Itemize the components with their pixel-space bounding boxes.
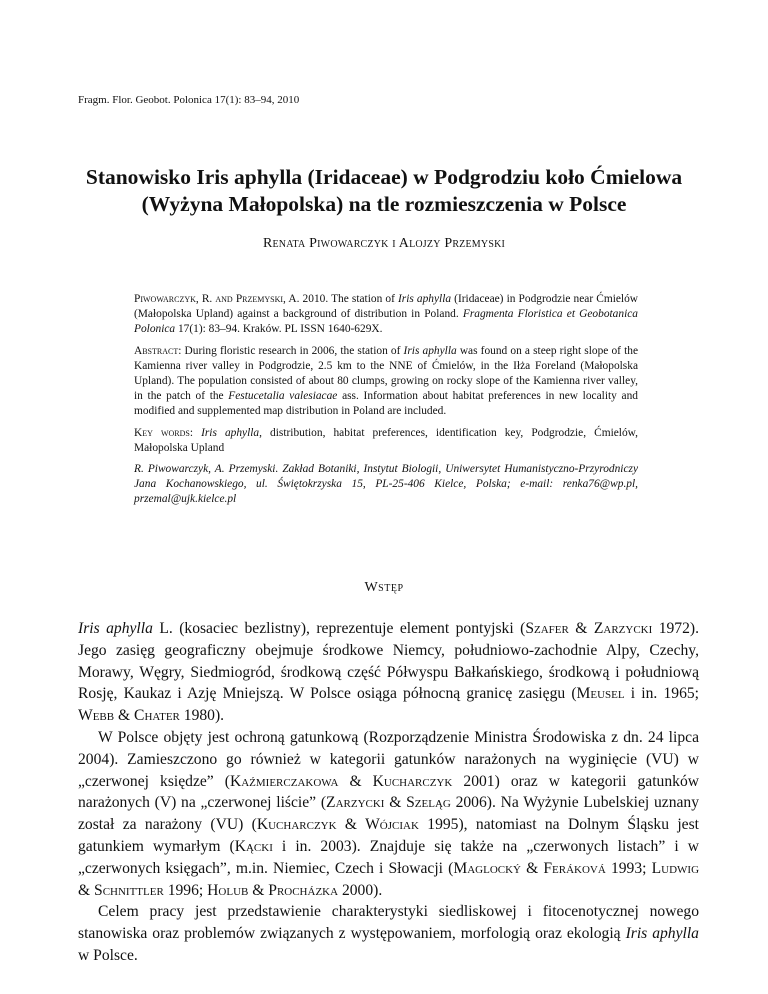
abstract-label: Abstract:	[134, 344, 182, 357]
text-run: w Polsce.	[78, 946, 138, 964]
abstract-paragraph	[134, 344, 638, 420]
text-run: W Polsce objęty jest ochroną gatunkową (Rozporządzenie Ministra Środowiska z dn. 24 lipca 2004). Zamieszczono go również w kategorii gatunków narażonych na wyginięcie (VU) w „czerwonej księdze” (	[78, 728, 699, 790]
abstract-text: ass. Information about habitat preferences in new locality and modified and supplemented map distribution in Poland are included.	[134, 390, 638, 418]
citation-name: Kącki	[234, 837, 273, 855]
body-paragraph-2	[78, 727, 699, 901]
text-run: 2000).	[338, 881, 383, 899]
reference-text: (Iridaceae) in Podgrodzie near Ćmielów (Małopolska Upland) against a background of distribution in Poland.	[134, 293, 638, 321]
citation-name: Szafer & Zarzycki	[525, 620, 653, 637]
author-2: Alojzy Przemyski	[398, 236, 506, 251]
section-heading: Wstęp	[364, 580, 404, 595]
abstract-association: Festucetalia valesiacae	[228, 390, 338, 403]
citation-name: Holub & Procházka	[207, 881, 339, 899]
reference-journal: Fragmenta Floristica et Geobotanica Polonica	[134, 308, 638, 336]
citation-name: Ludwig & Schnittler	[78, 859, 700, 899]
abstract-block	[134, 292, 638, 514]
text-run: i in. 2003). Znajduje się także na „czerwonych listach” i w „czerwonych księgach”, m.in. Niemiec, Czech i Słowacji (	[78, 837, 699, 877]
reference-text: A. 2010. The station of	[285, 293, 398, 305]
text-run: 2001) oraz w kategorii gatunków narażonych (V) na „czerwonej liście” (	[78, 772, 700, 812]
keywords-label: Key words:	[134, 426, 194, 439]
text-run: 1972). Jego zasięg geograficzny obejmuje środkowe Niemcy, południowo-zachodnie Alpy, Czechy, Morawy, Węgry, Siedmiogród, środkową część Półwyspu Bałkańskiego, środkową i południową Rosję, Kaukaz i Azję Mniejszą. W Polsce osiąga północną granicę zasięgu (	[78, 620, 699, 703]
reference-authors: Piwowarczyk, R. and Przemyski,	[134, 293, 286, 305]
text-run: 2006). Na Wyżynie Lubelskiej uznany został za narażony (VU) (	[78, 794, 700, 834]
title-line-1: Stanowisko Iris aphylla (Iridaceae) w Podgrodziu koło Ćmielowa	[85, 165, 683, 189]
body-paragraph-1	[78, 618, 699, 727]
reference-tail: 17(1): 83–94. Kraków. PL ISSN 1640-629X.	[175, 323, 383, 336]
author-separator: i	[388, 236, 399, 251]
text-run: 1996;	[163, 881, 208, 899]
keywords-species: Iris aphylla	[201, 426, 260, 439]
text-run: i in. 1965;	[624, 685, 700, 703]
reference-paragraph	[134, 292, 638, 338]
text-run: Celem pracy jest przedstawienie charakterystyki siedliskowej i fitocenotycznej nowego stanowiska oraz problemów związanych z występowaniem, morfologią oraz ekologią	[78, 903, 699, 943]
citation-name: Maglocký & Feráková	[453, 859, 606, 877]
author-list	[0, 236, 768, 252]
article-title	[60, 164, 708, 218]
author-address: R. Piwowarczyk, A. Przemyski. Zakład Botaniki, Instytut Biologii, Uniwersytet Humanistyczno-Przyrodniczy Jana Kochanowskiego, ul. Świętokrzyska 15, PL-25-406 Kielce, Polska; e-mail: renka76@wp.pl, przemal@ujk.kielce.pl	[134, 463, 638, 506]
citation-name: Webb & Chater	[78, 707, 180, 725]
citation-name: Kaźmierczakowa & Kucharczyk	[229, 772, 453, 790]
keywords-text: , distribution, habitat preferences, identification key, Podgrodzie, Ćmielów, Małopolska Upland	[134, 426, 638, 454]
citation-name: Kucharczyk & Wójciak	[256, 816, 419, 834]
abstract-text: During floristic research in 2006, the station of	[181, 344, 404, 357]
citation-name: Meusel	[576, 685, 625, 703]
title-line-2: (Wyżyna Małopolska) na tle rozmieszczenia w Polsce	[141, 192, 627, 216]
text-run: 1993;	[605, 859, 652, 877]
body-text	[78, 618, 699, 967]
reference-species: Iris aphylla	[397, 293, 452, 305]
species-name: Iris aphylla	[625, 925, 699, 943]
author-1: Renata Piwowarczyk	[262, 236, 389, 251]
text-run: 1980).	[179, 707, 225, 725]
abstract-species: Iris aphylla	[403, 344, 457, 357]
citation-name: Zarzycki & Szeląg	[326, 794, 451, 812]
text-run: 1995), natomiast na Dolnym Śląsku jest gatunkiem wymarłym (	[78, 816, 699, 855]
text-run: L. (kosaciec bezlistny), reprezentuje element pontyjski (	[152, 620, 526, 637]
abstract-text: was found on a steep right slope of the Kamienna river valley in Podgrodzie, 2.5 km to the NNE of Ćmielów, in the Iłża Foreland (Małopolska Upland). The population consisted of about 80 clumps, growing on rocky slope of the Kamienna river valley, in the patch of the	[134, 344, 639, 403]
keywords-paragraph	[134, 426, 638, 456]
species-name: Iris aphylla	[78, 620, 153, 637]
body-paragraph-3	[78, 901, 699, 966]
journal-citation: Fragm. Flor. Geobot. Polonica 17(1): 83–94, 2010	[78, 94, 300, 106]
